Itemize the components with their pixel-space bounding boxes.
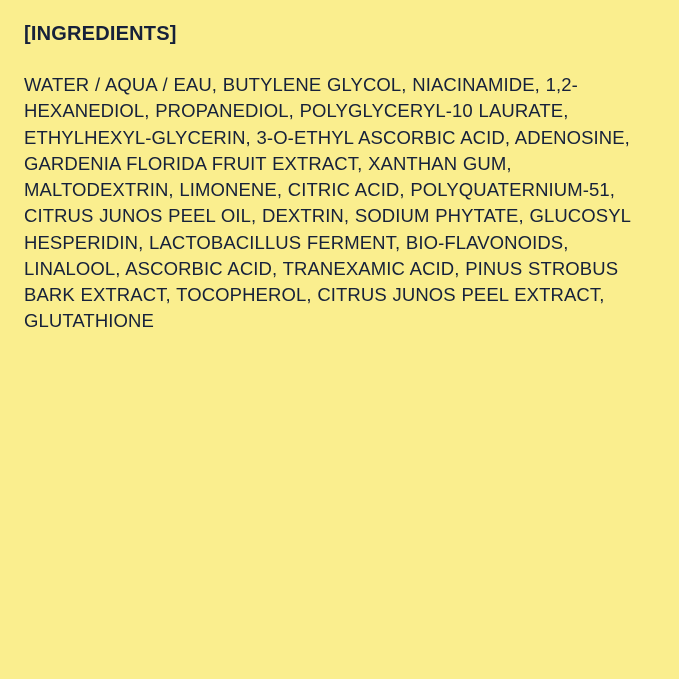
ingredients-heading: [INGREDIENTS]: [24, 23, 177, 45]
ingredients-list-text: WATER / AQUA / EAU, BUTYLENE GLYCOL, NIACINAMIDE, 1,2-HEXANEDIOL, PROPANEDIOL, POLYGLYCERYL-10 LAURATE, ETHYLHEXYL-GLYCERIN, 3-O-ETHYL ASCORBIC ACID, ADENOSINE, GARDENIA FLORIDA FRUIT EXTRACT, XANTHAN GUM, MALTODEXTRIN, LIMONENE, CITRIC ACID, POLYQUATERNIUM-51, CITRUS JUNOS PEEL OIL, DEXTRIN, SODIUM PHYTATE, GLUCOSYL HESPERIDIN, LACTOBACILLUS FERMENT, BIO-FLAVONOIDS, LINALOOL, ASCORBIC ACID, TRANEXAMIC ACID, PINUS STROBUS BARK EXTRACT, TOCOPHEROL, CITRUS JUNOS PEEL EXTRACT, GLUTATHIONE: [24, 74, 637, 332]
